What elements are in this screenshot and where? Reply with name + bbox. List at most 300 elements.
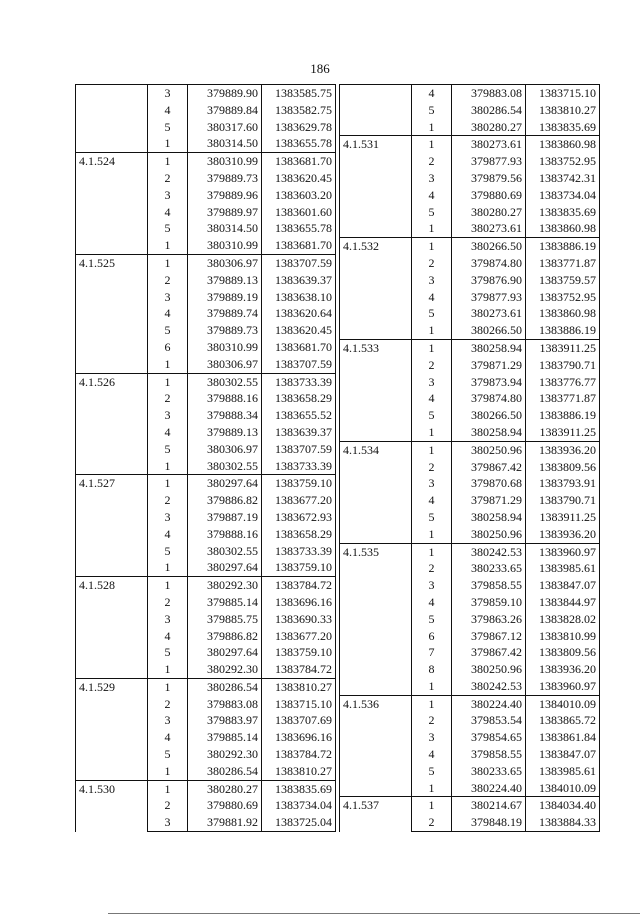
y-coordinate-cell: 1383707.59 <box>262 356 336 373</box>
point-number-cell: 1 <box>412 220 452 237</box>
x-coordinate-cell: 380233.65 <box>452 763 526 780</box>
y-coordinate-cell: 1383886.19 <box>526 322 600 339</box>
point-number-cell: 2 <box>164 493 171 508</box>
x-coordinate-cell: 380266.50 <box>452 407 526 424</box>
y-coordinate-cell: 1383759.10 <box>262 559 336 576</box>
point-number-cell: 1 <box>148 135 188 152</box>
x-coordinate-cell: 380302.55 <box>188 373 262 390</box>
x-coordinate-cell: 380258.94 <box>452 509 526 526</box>
point-number-cell: 3 <box>164 408 171 423</box>
table-row <box>76 577 336 594</box>
point-number-cell: 2 <box>428 154 435 169</box>
x-coordinate-cell: 379888.34 <box>188 407 262 424</box>
x-coordinate-cell: 379876.90 <box>452 272 526 289</box>
y-coordinate-cell: 1383639.37 <box>262 424 336 441</box>
point-number-cell: 1 <box>148 153 188 170</box>
section-group <box>340 543 600 695</box>
x-coordinate-cell: 379889.73 <box>188 322 262 339</box>
x-coordinate-cell: 379886.82 <box>188 492 262 509</box>
point-number-cell: 4 <box>428 391 435 406</box>
x-coordinate-cell: 380292.30 <box>188 661 262 678</box>
x-coordinate-cell: 379883.97 <box>188 712 262 729</box>
point-number-cell: 4 <box>164 730 171 745</box>
x-coordinate-cell: 379885.14 <box>188 594 262 611</box>
section-group <box>76 254 336 373</box>
x-coordinate-cell: 379874.80 <box>452 390 526 407</box>
point-number-cell: 2 <box>412 814 452 831</box>
table-row <box>340 339 600 356</box>
x-coordinate-cell: 380280.27 <box>452 119 526 136</box>
y-coordinate-cell: 1383960.97 <box>526 543 600 560</box>
table-row <box>76 373 336 390</box>
table-row <box>76 254 336 271</box>
y-coordinate-cell: 1383936.20 <box>526 661 600 678</box>
x-coordinate-cell: 379873.94 <box>452 374 526 391</box>
y-coordinate-cell: 1383960.97 <box>526 678 600 695</box>
y-coordinate-cell: 1383696.16 <box>262 729 336 746</box>
y-coordinate-cell: 1383844.97 <box>526 594 600 611</box>
point-number-cell: 5 <box>428 102 435 117</box>
x-coordinate-cell: 379879.56 <box>452 170 526 187</box>
y-coordinate-cell: 1383725.04 <box>262 814 336 831</box>
y-coordinate-cell: 1384010.09 <box>526 780 600 797</box>
y-coordinate-cell: 1383810.27 <box>262 678 336 695</box>
table-row <box>340 797 600 814</box>
x-coordinate-cell: 380310.99 <box>188 237 262 254</box>
y-coordinate-cell: 1383733.39 <box>262 543 336 560</box>
x-coordinate-cell: 380258.94 <box>452 339 526 356</box>
point-number-cell: 4 <box>428 594 435 609</box>
x-coordinate-cell: 380306.97 <box>188 254 262 271</box>
y-coordinate-cell: 1383771.87 <box>526 255 600 272</box>
y-coordinate-cell: 1383752.95 <box>526 289 600 306</box>
point-number-cell: 8 <box>428 662 435 677</box>
y-coordinate-cell: 1383707.59 <box>262 441 336 458</box>
y-coordinate-cell: 1383742.31 <box>526 170 600 187</box>
section-number-cell: 4.1.536 <box>340 695 412 797</box>
table-row <box>76 780 336 797</box>
section-group <box>76 153 336 255</box>
x-coordinate-cell: 379889.84 <box>188 102 262 119</box>
point-number-cell: 3 <box>164 289 171 304</box>
y-coordinate-cell: 1383911.25 <box>526 339 600 356</box>
point-number-cell: 1 <box>412 424 452 441</box>
y-coordinate-cell: 1384034.40 <box>526 797 600 814</box>
point-number-cell: 4 <box>164 204 171 219</box>
point-number-cell: 5 <box>428 408 435 423</box>
point-number-cell: 4 <box>164 628 171 643</box>
point-number-cell: 3 <box>148 814 188 831</box>
x-coordinate-cell: 379863.26 <box>452 611 526 628</box>
x-coordinate-cell: 379858.55 <box>452 577 526 594</box>
table-row <box>340 85 600 102</box>
x-coordinate-cell: 380214.67 <box>452 797 526 814</box>
x-coordinate-cell: 380280.27 <box>188 780 262 797</box>
y-coordinate-cell: 1383733.39 <box>262 373 336 390</box>
x-coordinate-cell: 379886.82 <box>188 628 262 645</box>
y-coordinate-cell: 1383677.20 <box>262 628 336 645</box>
x-coordinate-cell: 380250.96 <box>452 441 526 458</box>
y-coordinate-cell: 1383672.93 <box>262 509 336 526</box>
x-coordinate-cell: 380286.54 <box>188 678 262 695</box>
y-coordinate-cell: 1383985.61 <box>526 763 600 780</box>
x-coordinate-cell: 379889.96 <box>188 187 262 204</box>
coordinates-table-right <box>339 84 600 832</box>
y-coordinate-cell: 1383847.07 <box>526 746 600 763</box>
x-coordinate-cell: 379883.08 <box>188 696 262 713</box>
y-coordinate-cell: 1383707.59 <box>262 254 336 271</box>
y-coordinate-cell: 1383810.27 <box>526 102 600 119</box>
point-number-cell: 5 <box>164 323 171 338</box>
section-number-cell: 4.1.529 <box>76 678 148 780</box>
y-coordinate-cell: 1383865.72 <box>526 712 600 729</box>
y-coordinate-cell: 1383655.78 <box>262 220 336 237</box>
y-coordinate-cell: 1383860.98 <box>526 305 600 322</box>
x-coordinate-cell: 380292.30 <box>188 746 262 763</box>
y-coordinate-cell: 1383681.70 <box>262 153 336 170</box>
point-number-cell: 5 <box>164 221 171 236</box>
section-number-cell <box>76 85 148 153</box>
y-coordinate-cell: 1383696.16 <box>262 594 336 611</box>
y-coordinate-cell: 1383733.39 <box>262 458 336 475</box>
y-coordinate-cell: 1383582.75 <box>262 102 336 119</box>
y-coordinate-cell: 1383793.91 <box>526 475 600 492</box>
y-coordinate-cell: 1383638.10 <box>262 289 336 306</box>
point-number-cell: 6 <box>428 628 435 643</box>
y-coordinate-cell: 1383828.02 <box>526 611 600 628</box>
x-coordinate-cell: 379889.74 <box>188 305 262 322</box>
point-number-cell: 3 <box>428 476 435 491</box>
point-number-cell: 3 <box>428 272 435 287</box>
section-group <box>76 373 336 475</box>
point-number-cell: 4 <box>428 289 435 304</box>
section-group <box>340 238 600 340</box>
y-coordinate-cell: 1383759.10 <box>262 475 336 492</box>
x-coordinate-cell: 380224.40 <box>452 695 526 712</box>
x-coordinate-cell: 380250.96 <box>452 661 526 678</box>
x-coordinate-cell: 379889.19 <box>188 289 262 306</box>
x-coordinate-cell: 379885.14 <box>188 729 262 746</box>
y-coordinate-cell: 1383681.70 <box>262 339 336 356</box>
point-number-cell: 1 <box>148 780 188 797</box>
x-coordinate-cell: 379877.93 <box>452 289 526 306</box>
point-number-cell: 6 <box>164 339 171 354</box>
x-coordinate-cell: 380302.55 <box>188 543 262 560</box>
y-coordinate-cell: 1383655.52 <box>262 407 336 424</box>
y-coordinate-cell: 1383835.69 <box>262 780 336 797</box>
point-number-cell: 1 <box>148 577 188 594</box>
y-coordinate-cell: 1383639.37 <box>262 272 336 289</box>
point-number-cell: 4 <box>428 187 435 202</box>
point-number-cell: 5 <box>164 543 171 558</box>
point-number-cell: 1 <box>148 661 188 678</box>
y-coordinate-cell: 1383936.20 <box>526 526 600 543</box>
point-number-cell: 5 <box>164 441 171 456</box>
x-coordinate-cell: 380258.94 <box>452 424 526 441</box>
section-number-cell: 4.1.532 <box>340 238 412 340</box>
point-number-cell: 1 <box>412 797 452 814</box>
x-coordinate-cell: 379871.29 <box>452 492 526 509</box>
point-number-cell: 7 <box>428 645 435 660</box>
x-coordinate-cell: 380314.50 <box>188 220 262 237</box>
point-number-cell: 1 <box>412 780 452 797</box>
y-coordinate-cell: 1383734.04 <box>526 187 600 204</box>
point-number-cell: 1 <box>148 763 188 780</box>
table-row <box>76 85 336 102</box>
table-row <box>76 475 336 492</box>
point-number-cell: 1 <box>148 678 188 695</box>
x-coordinate-cell: 380317.60 <box>188 119 262 136</box>
y-coordinate-cell: 1383715.10 <box>526 85 600 102</box>
x-coordinate-cell: 379867.42 <box>452 644 526 661</box>
x-coordinate-cell: 380286.54 <box>188 763 262 780</box>
y-coordinate-cell: 1383759.57 <box>526 272 600 289</box>
y-coordinate-cell: 1383936.20 <box>526 441 600 458</box>
x-coordinate-cell: 379889.13 <box>188 272 262 289</box>
x-coordinate-cell: 379874.80 <box>452 255 526 272</box>
coordinates-table-left <box>75 84 336 832</box>
point-number-cell: 2 <box>428 713 435 728</box>
section-number-cell: 4.1.525 <box>76 254 148 373</box>
y-coordinate-cell: 1383690.33 <box>262 611 336 628</box>
section-group <box>340 85 600 136</box>
point-number-cell: 2 <box>164 272 171 287</box>
point-number-cell: 4 <box>428 747 435 762</box>
x-coordinate-cell: 379881.92 <box>188 814 262 831</box>
x-coordinate-cell: 379889.97 <box>188 204 262 221</box>
point-number-cell: 1 <box>412 136 452 153</box>
section-group <box>340 695 600 797</box>
point-number-cell: 2 <box>164 594 171 609</box>
point-number-cell: 1 <box>412 526 452 543</box>
x-coordinate-cell: 380302.55 <box>188 458 262 475</box>
y-coordinate-cell: 1383620.45 <box>262 170 336 187</box>
section-number-cell: 4.1.537 <box>340 797 412 832</box>
y-coordinate-cell: 1383771.87 <box>526 390 600 407</box>
point-number-cell: 2 <box>164 798 171 813</box>
x-coordinate-cell: 379867.12 <box>452 628 526 645</box>
section-group <box>76 678 336 780</box>
x-coordinate-cell: 379848.19 <box>452 814 526 831</box>
x-coordinate-cell: 380266.50 <box>452 238 526 255</box>
point-number-cell: 3 <box>164 187 171 202</box>
y-coordinate-cell: 1383655.78 <box>262 135 336 152</box>
y-coordinate-cell: 1383847.07 <box>526 577 600 594</box>
y-coordinate-cell: 1383784.72 <box>262 746 336 763</box>
section-group <box>76 85 336 153</box>
point-number-cell: 1 <box>148 254 188 271</box>
x-coordinate-cell: 379887.19 <box>188 509 262 526</box>
point-number-cell: 2 <box>428 357 435 372</box>
section-group <box>76 780 336 831</box>
point-number-cell: 4 <box>428 493 435 508</box>
y-coordinate-cell: 1383776.77 <box>526 374 600 391</box>
point-number-cell: 1 <box>148 458 188 475</box>
x-coordinate-cell: 380280.27 <box>452 204 526 221</box>
table-row <box>340 543 600 560</box>
y-coordinate-cell: 1383810.27 <box>262 763 336 780</box>
point-number-cell: 1 <box>412 543 452 560</box>
y-coordinate-cell: 1383911.25 <box>526 424 600 441</box>
point-number-cell: 5 <box>428 306 435 321</box>
x-coordinate-cell: 380306.97 <box>188 356 262 373</box>
y-coordinate-cell: 1383759.10 <box>262 644 336 661</box>
point-number-cell: 1 <box>412 695 452 712</box>
point-number-cell: 2 <box>428 561 435 576</box>
x-coordinate-cell: 380233.65 <box>452 560 526 577</box>
y-coordinate-cell: 1383629.78 <box>262 119 336 136</box>
y-coordinate-cell: 1383809.56 <box>526 644 600 661</box>
y-coordinate-cell: 1383835.69 <box>526 204 600 221</box>
point-number-cell: 4 <box>164 306 171 321</box>
point-number-cell: 1 <box>148 237 188 254</box>
point-number-cell: 1 <box>412 678 452 695</box>
point-number-cell: 5 <box>428 611 435 626</box>
x-coordinate-cell: 380224.40 <box>452 780 526 797</box>
point-number-cell: 1 <box>148 475 188 492</box>
y-coordinate-cell: 1383752.95 <box>526 153 600 170</box>
table-row <box>340 441 600 458</box>
x-coordinate-cell: 380286.54 <box>452 102 526 119</box>
section-number-cell: 4.1.533 <box>340 339 412 441</box>
x-coordinate-cell: 380273.61 <box>452 136 526 153</box>
section-group <box>76 577 336 679</box>
y-coordinate-cell: 1383911.25 <box>526 509 600 526</box>
x-coordinate-cell: 380273.61 <box>452 220 526 237</box>
x-coordinate-cell: 379889.13 <box>188 424 262 441</box>
x-coordinate-cell: 380297.64 <box>188 644 262 661</box>
x-coordinate-cell: 380292.30 <box>188 577 262 594</box>
point-number-cell: 5 <box>164 645 171 660</box>
section-number-cell: 4.1.528 <box>76 577 148 679</box>
section-number-cell: 4.1.531 <box>340 136 412 238</box>
x-coordinate-cell: 380242.53 <box>452 678 526 695</box>
table-row <box>76 153 336 170</box>
x-coordinate-cell: 379885.75 <box>188 611 262 628</box>
point-number-cell: 1 <box>412 238 452 255</box>
x-coordinate-cell: 380250.96 <box>452 526 526 543</box>
point-number-cell: 1 <box>148 356 188 373</box>
y-coordinate-cell: 1383835.69 <box>526 119 600 136</box>
y-coordinate-cell: 1383809.56 <box>526 459 600 476</box>
point-number-cell: 1 <box>148 373 188 390</box>
table-row <box>76 678 336 695</box>
y-coordinate-cell: 1383658.29 <box>262 526 336 543</box>
x-coordinate-cell: 379867.42 <box>452 459 526 476</box>
section-number-cell: 4.1.535 <box>340 543 412 695</box>
point-number-cell: 5 <box>428 204 435 219</box>
x-coordinate-cell: 379888.16 <box>188 390 262 407</box>
point-number-cell: 5 <box>164 119 171 134</box>
point-number-cell: 3 <box>164 509 171 524</box>
section-group <box>340 136 600 238</box>
point-number-cell: 2 <box>428 255 435 270</box>
y-coordinate-cell: 1383860.98 <box>526 136 600 153</box>
section-number-cell: 4.1.526 <box>76 373 148 475</box>
x-coordinate-cell: 380266.50 <box>452 322 526 339</box>
x-coordinate-cell: 379854.65 <box>452 729 526 746</box>
section-group <box>340 339 600 441</box>
point-number-cell: 2 <box>164 391 171 406</box>
point-number-cell: 5 <box>164 747 171 762</box>
point-number-cell: 4 <box>164 424 171 439</box>
x-coordinate-cell: 379889.73 <box>188 170 262 187</box>
y-coordinate-cell: 1383886.19 <box>526 407 600 424</box>
y-coordinate-cell: 1383658.29 <box>262 390 336 407</box>
y-coordinate-cell: 1383884.33 <box>526 814 600 831</box>
point-number-cell: 3 <box>428 170 435 185</box>
point-number-cell: 1 <box>412 339 452 356</box>
y-coordinate-cell: 1383734.04 <box>262 797 336 814</box>
point-number-cell: 5 <box>428 763 435 778</box>
x-coordinate-cell: 380310.99 <box>188 153 262 170</box>
y-coordinate-cell: 1383715.10 <box>262 696 336 713</box>
y-coordinate-cell: 1384010.09 <box>526 695 600 712</box>
x-coordinate-cell: 380297.64 <box>188 475 262 492</box>
x-coordinate-cell: 379870.68 <box>452 475 526 492</box>
section-group <box>76 475 336 577</box>
y-coordinate-cell: 1383886.19 <box>526 238 600 255</box>
section-number-cell: 4.1.527 <box>76 475 148 577</box>
y-coordinate-cell: 1383790.71 <box>526 357 600 374</box>
point-number-cell: 3 <box>164 611 171 626</box>
y-coordinate-cell: 1383784.72 <box>262 661 336 678</box>
x-coordinate-cell: 379883.08 <box>452 85 526 102</box>
x-coordinate-cell: 379880.69 <box>188 797 262 814</box>
y-coordinate-cell: 1383585.75 <box>262 85 336 102</box>
x-coordinate-cell: 379859.10 <box>452 594 526 611</box>
point-number-cell: 3 <box>164 713 171 728</box>
point-number-cell: 2 <box>428 459 435 474</box>
y-coordinate-cell: 1383985.61 <box>526 560 600 577</box>
x-coordinate-cell: 379871.29 <box>452 357 526 374</box>
x-coordinate-cell: 379858.55 <box>452 746 526 763</box>
point-number-cell: 4 <box>412 85 452 102</box>
point-number-cell: 1 <box>148 559 188 576</box>
point-number-cell: 5 <box>428 509 435 524</box>
point-number-cell: 4 <box>164 102 171 117</box>
y-coordinate-cell: 1383620.45 <box>262 322 336 339</box>
table-row <box>340 238 600 255</box>
section-number-cell <box>340 85 412 136</box>
section-group <box>340 441 600 543</box>
point-number-cell: 2 <box>164 170 171 185</box>
x-coordinate-cell: 380297.64 <box>188 559 262 576</box>
point-number-cell: 1 <box>412 119 452 136</box>
y-coordinate-cell: 1383603.20 <box>262 187 336 204</box>
x-coordinate-cell: 380310.99 <box>188 339 262 356</box>
x-coordinate-cell: 380306.97 <box>188 441 262 458</box>
x-coordinate-cell: 380273.61 <box>452 305 526 322</box>
y-coordinate-cell: 1383707.69 <box>262 712 336 729</box>
x-coordinate-cell: 379889.90 <box>188 85 262 102</box>
y-coordinate-cell: 1383861.84 <box>526 729 600 746</box>
y-coordinate-cell: 1383790.71 <box>526 492 600 509</box>
y-coordinate-cell: 1383677.20 <box>262 492 336 509</box>
x-coordinate-cell: 379877.93 <box>452 153 526 170</box>
point-number-cell: 1 <box>412 441 452 458</box>
y-coordinate-cell: 1383681.70 <box>262 237 336 254</box>
x-coordinate-cell: 379853.54 <box>452 712 526 729</box>
x-coordinate-cell: 379880.69 <box>452 187 526 204</box>
point-number-cell: 4 <box>164 526 171 541</box>
y-coordinate-cell: 1383860.98 <box>526 220 600 237</box>
point-number-cell: 3 <box>428 374 435 389</box>
y-coordinate-cell: 1383620.64 <box>262 305 336 322</box>
y-coordinate-cell: 1383810.99 <box>526 628 600 645</box>
y-coordinate-cell: 1383601.60 <box>262 204 336 221</box>
x-coordinate-cell: 380314.50 <box>188 135 262 152</box>
